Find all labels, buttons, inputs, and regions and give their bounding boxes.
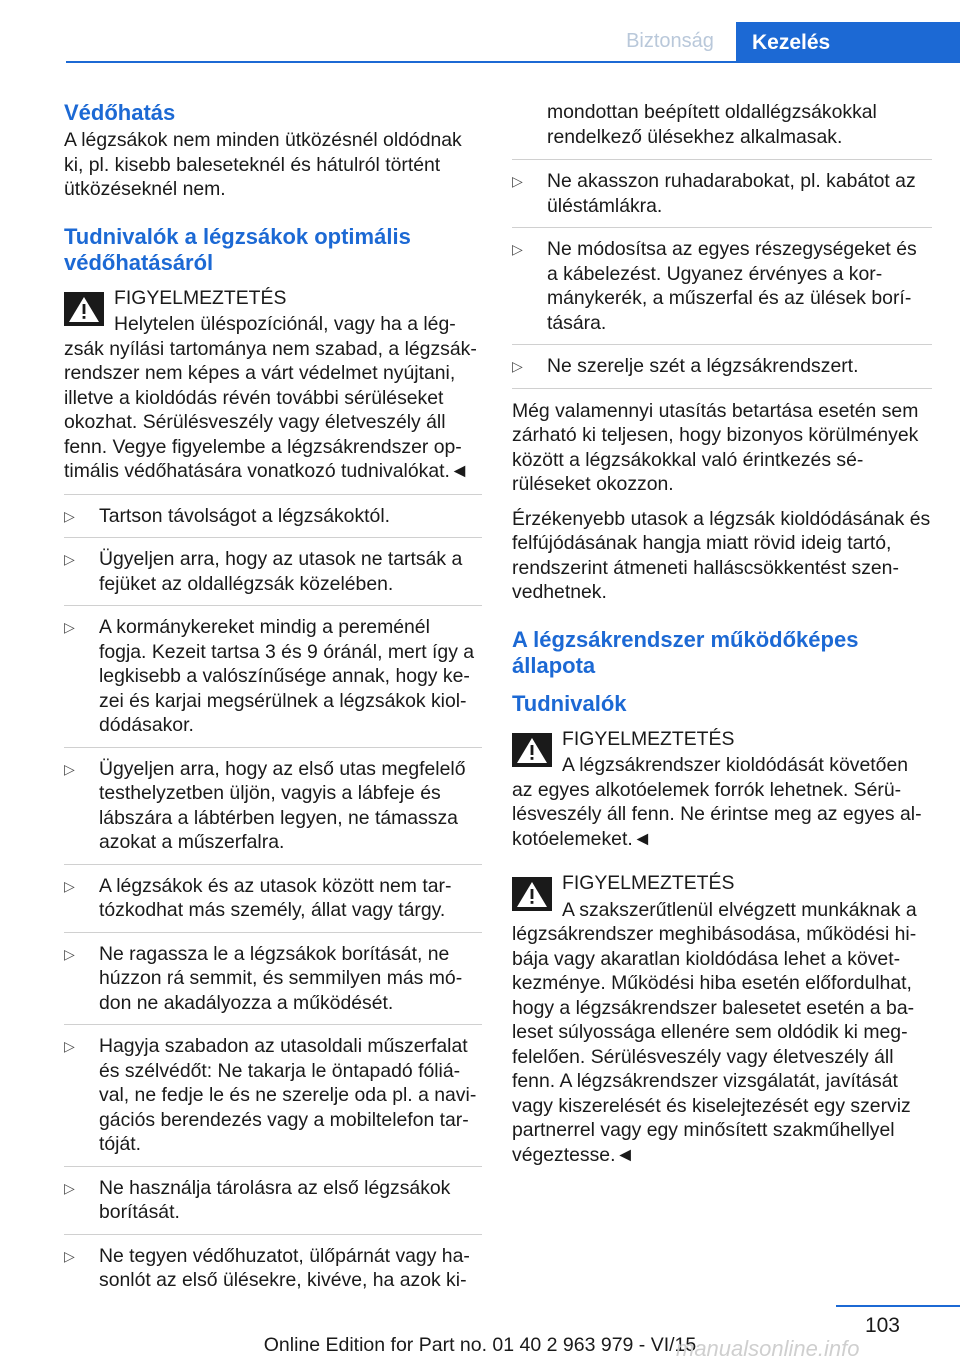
paragraph: Érzékenyebb utasok a légzsák kioldódásának és felfújódásának hangja miatt rövid ideig tartó, rendszerint átmeneti halláscsökkentést szenvedhetnek. xyxy=(512,507,931,603)
heading-allapot: A légzsákrendszer működőképes állapota xyxy=(512,626,859,678)
bullet-list xyxy=(512,159,932,389)
list-item: ▷ Ügyeljen arra, hogy az utasok ne tartsák a fejüket az oldallégzsák közelében. xyxy=(64,538,482,606)
list-item: ▷ Hagyja szabadon az utasoldali műszerfalat és szélvédőt: Ne takarja le öntapadó fóliával, ne fedje le és ne szerelje oda pl. a navigációs berendezés vagy a mobiltelefon tartóját. xyxy=(64,1025,482,1167)
right-column xyxy=(512,100,932,1177)
warning-block xyxy=(512,727,932,852)
bullet-marker-icon: ▷ xyxy=(64,551,75,567)
list-item: ▷ A légzsákok és az utasok között nem tartózkodhat más személy, állat vagy tárgy. xyxy=(64,865,482,933)
paragraph: A légzsákok nem minden ütközésnél oldódnak ki, pl. kisebb baleseteknél és hátulról történt ütközéseknél nem. xyxy=(64,129,462,200)
page-number: 103 xyxy=(864,1314,900,1337)
tab-biztonsag[interactable]: Biztonság xyxy=(626,30,714,52)
warning-title: FIGYELMEZTETÉS xyxy=(562,872,735,894)
warning-title: FIGYELMEZTETÉS xyxy=(114,286,287,309)
heading-vedohatas: Védőhatás xyxy=(64,100,176,125)
watermark: manualsonline.info xyxy=(676,1336,860,1361)
warning-triangle-icon xyxy=(512,877,552,911)
left-column xyxy=(64,100,482,1312)
warning-triangle-icon xyxy=(512,733,552,767)
tab-kezeles[interactable]: Kezelés xyxy=(736,22,960,63)
footer-edition: Online Edition for Part no. 01 40 2 963 979 - VI/15 xyxy=(263,1334,697,1356)
list-item: ▷ Ne ragassza le a légzsákok borítását, ne húzzon rá semmit, és semmilyen más módon ne akadályozza a működését. xyxy=(64,933,482,1026)
list-item-continuation: mondottan beépített oldallégzsákokkal rendelkező ülésekhez alkalmasak. xyxy=(547,101,877,148)
list-item: ▷ Tartson távolságot a légzsákoktól. xyxy=(64,495,482,539)
warning-triangle-icon xyxy=(64,292,104,326)
list-item: ▷ Ne módosítsa az egyes részegységeket és a kábelezést. Ugyanez érvényes a kormánykerék, a műszerfal és az ülések borítására. xyxy=(512,228,932,345)
bullet-marker-icon: ▷ xyxy=(64,945,75,962)
list-item: ▷ Ne tegyen védőhuzatot, ülőpárnát vagy hasonlót az első ülésekre, kivéve, ha azok ki- xyxy=(64,1244,470,1291)
list-item: ▷ Ne akasszon ruhadarabokat, pl. kabátot az üléstámlákra. xyxy=(512,160,932,228)
warning-text: Helytelen üléspozíciónál, vagy ha a légzsák nyílási tartománya nem szabad, a légzsákrendszer nem képes a várt védelmet nyújtani, illetve a kioldódás révén további sérüléseket okozhat. Sérülésveszély vagy életveszély áll fenn. Vegye figyelembe a légzsákrendszer optimális védőhatására vonatkozó tudnivalókat.◄ xyxy=(64,313,477,482)
bullet-marker-icon: ▷ xyxy=(64,1247,75,1264)
list-item: ▷ Ne használja tárolásra az első légzsákok borítását. xyxy=(64,1167,482,1235)
bullet-marker-icon: ▷ xyxy=(512,173,523,189)
heading-tudnivalok: Tudnivalók xyxy=(512,690,627,716)
warning-block xyxy=(64,286,482,484)
bullet-marker-icon: ▷ xyxy=(64,1038,75,1054)
list-item: ▷ Ügyeljen arra, hogy az első utas megfelelő testhelyzetben üljön, vagyis a lábfeje és lábszára a lábtérben legyen, ne támassza azokat a műszerfalra. xyxy=(64,748,482,865)
bullet-list xyxy=(64,494,482,1302)
paragraph: Még valamennyi utasítás betartása esetén sem zárható ki teljesen, hogy bizonyos körülmények között a légzsákokkal való érintkezés sérüléseket okozzon. xyxy=(512,399,919,495)
bullet-marker-icon: ▷ xyxy=(64,1179,75,1196)
warning-text: A légzsákrendszer kioldódását követően az egyes alkotóelemek forrók lehetnek. Sérülésveszély áll fenn. Ne érintse meg az egyes alkotóelemeket.◄ xyxy=(512,754,922,850)
bullet-marker-icon: ▷ xyxy=(64,877,75,894)
bullet-marker-icon: ▷ xyxy=(64,760,75,777)
page-number-rule xyxy=(836,1305,960,1307)
bullet-marker-icon: ▷ xyxy=(512,358,523,374)
list-item: ▷ A kormánykereket mindig a pereménél fogja. Kezeit tartsa 3 és 9 óránál, mert így a legkisebb a valószínűsége annak, hogy kezei és karjai megsérülnek a légzsákok kioldódásakor. xyxy=(64,606,482,748)
bullet-marker-icon: ▷ xyxy=(512,241,523,257)
heading-tudnivalok: Tudnivalók a légzsákok optimális védőhatásáról xyxy=(64,223,411,275)
bullet-marker-icon: ▷ xyxy=(64,619,75,635)
bullet-marker-icon: ▷ xyxy=(64,507,75,524)
warning-title: FIGYELMEZTETÉS xyxy=(562,727,735,750)
warning-block xyxy=(512,871,932,1167)
list-item: ▷ Ne szerelje szét a légzsákrendszert. xyxy=(512,345,932,389)
warning-text: A szakszerűtlenül elvégzett munkáknak a légzsákrendszer meghibásodása, működési hibája vagy akaratlan kioldódása lehet a következménye. Működési hiba esetén előfordulhat, hogy a légzsákrendszer balesetet esetén a baleset súlyossága ellenére sem oldódik ki megfelelően. Sérülésveszély vagy életveszély áll fenn. A légzsákrendszer vizsgálatát, javítását vagy kiszerelését és kiselejtezését egy szerviz partnerrel vagy egy minősített szakműhellyel végeztesse.◄ xyxy=(512,898,917,1166)
